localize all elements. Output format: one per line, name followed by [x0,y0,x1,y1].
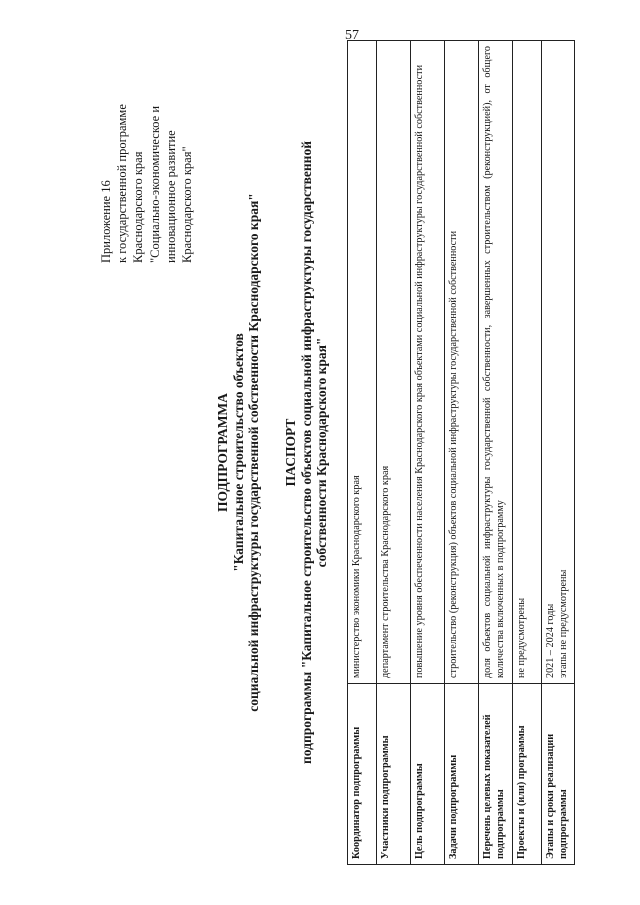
appendix-line: Приложение 16 [99,180,113,263]
row-value [411,41,445,684]
row-label: Этапы и сроки реализации подпрограммы [542,684,575,865]
appendix-line: "Социально-экономическое и [147,105,162,263]
appendix-line: инновационное развитие [163,130,178,263]
row-value [513,41,542,684]
row-value [348,41,377,684]
rotated-page-content [0,30,640,875]
passport-title: ПАСПОРТ [283,418,298,487]
table-row [542,41,575,865]
row-value-line: не предусмотрены [516,597,527,678]
row-value [377,41,411,684]
table-row [479,41,513,865]
table-row [377,41,411,865]
row-value-line: строительство (реконструкция) объектов социальной инфраструктуры государственной собственности [448,230,459,678]
passport-table [347,40,575,865]
row-value [445,41,479,684]
row-value-line: министерство экономики Краснодарского края [351,475,362,678]
subprogram-heading [215,30,262,875]
table-row [445,41,479,865]
subprogram-title-line: "Капитальное строительство объектов [230,333,246,572]
row-value-line: доля объектов социальной инфраструктуры государственной собственности, завершенных строительством (реконструкцией), от общего количества включенных в подпрограмму [482,46,506,678]
appendix-line: Краснодарского края [131,151,146,263]
row-value-line: этапы не предусмотрены [557,569,569,678]
row-label: Задачи подпрограммы [445,684,479,865]
page-number: 57 [345,28,359,43]
row-label: Перечень целевых показателей подпрограммы [479,684,513,865]
passport-title-line: подпрограммы "Капитальное строительство объектов социальной инфраструктуры государственной [298,141,314,764]
row-label: Участники подпрограммы [377,684,411,865]
row-label: Цель подпрограммы [411,684,445,865]
subprogram-title-line: социальной инфраструктуры государственной собственности Краснодарского края" [246,193,261,712]
row-value [542,41,575,684]
appendix-note [98,43,195,263]
appendix-line: Краснодарского края" [180,146,195,263]
table-row [411,41,445,865]
passport-title-line: собственности Краснодарского края" [314,337,329,568]
passport-heading [283,30,330,875]
appendix-line: к государственной программе [115,104,130,263]
row-value [479,41,513,684]
row-value-line: 2021 – 2024 годы [545,603,556,678]
table-row [348,41,377,865]
row-value-line: департамент строительства Краснодарского края [380,465,391,678]
row-value-line: повышение уровня обеспеченности населения Краснодарского края объектами социальной инфраструктуры государственной собственности [414,64,425,678]
row-label: Координатор подпрограммы [348,684,377,865]
table-row [513,41,542,865]
row-label: Проекты и (или) программы [513,684,542,865]
subprogram-title: ПОДПРОГРАММА [215,393,230,512]
